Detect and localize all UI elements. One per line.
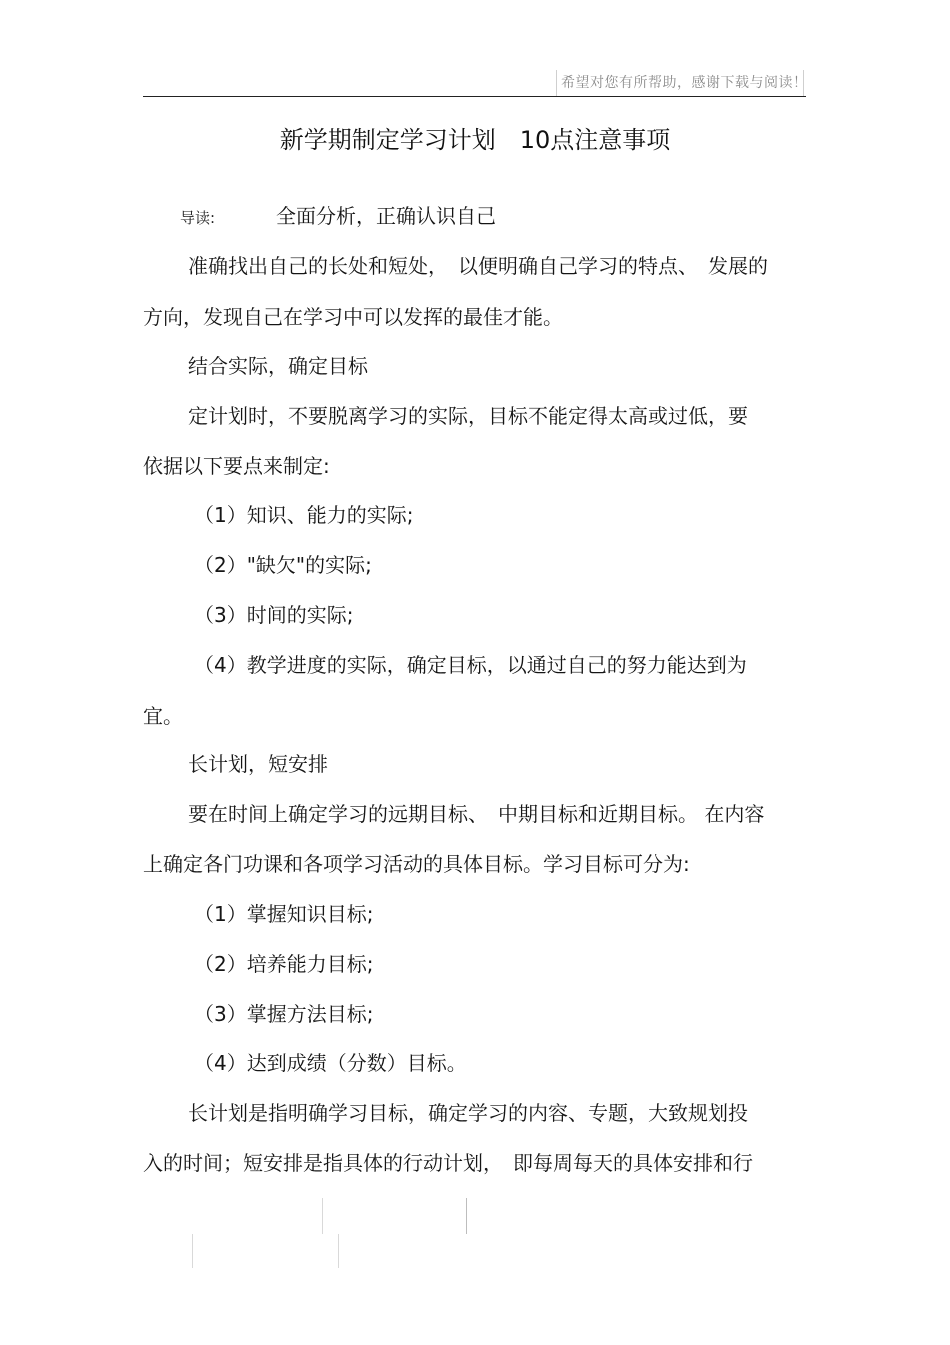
document-title: 新学期制定学习计划 10点注意事项 [279,126,671,154]
body-line: 方向，发现自己在学习中可以发挥的最佳才能。 [143,305,563,329]
scan-artifact-line [338,1234,339,1268]
body-line: 入的时间；短安排是指具体的行动计划， 即每周每天的具体安排和行 [143,1151,753,1175]
body-line: 依据以下要点来制定: [143,454,330,478]
list-item: （4）达到成绩（分数）目标。 [194,1051,467,1075]
section-heading: 长计划，短安排 [188,752,328,776]
lead-label: 导读: [180,209,216,227]
body-line: 宜。 [143,704,183,728]
body-line: 定计划时，不要脱离学习的实际，目标不能定得太高或过低，要 [188,404,748,428]
list-item: （2）培养能力目标; [194,952,374,976]
scan-artifact-line [192,1234,193,1268]
header-download-note: 希望对您有所帮助，感谢下载与阅读！ [556,70,804,96]
scan-artifact-line [322,1198,323,1234]
scan-artifact-line [466,1198,467,1234]
list-item: （1）掌握知识目标; [194,902,374,926]
list-item: （2）"缺欠"的实际; [194,553,372,577]
body-line: 准确找出自己的长处和短处， 以便明确自己学习的特点、 发展的 [188,254,768,278]
body-line: 上确定各门功课和各项学习活动的具体目标。学习目标可分为: [143,852,690,876]
list-item: （3）掌握方法目标; [194,1002,374,1026]
list-item: （4）教学进度的实际，确定目标，以通过自己的努力能达到为 [194,653,747,677]
list-item: （3）时间的实际; [194,603,354,627]
section-heading: 结合实际，确定目标 [188,354,368,378]
header-rule [143,96,806,97]
list-item: （1）知识、能力的实际; [194,503,414,527]
body-line: 长计划是指明确学习目标，确定学习的内容、专题，大致规划投 [188,1101,748,1125]
lead-heading: 全面分析，正确认识自己 [276,204,496,228]
body-line: 要在时间上确定学习的远期目标、 中期目标和近期目标。 在内容 [188,802,765,826]
